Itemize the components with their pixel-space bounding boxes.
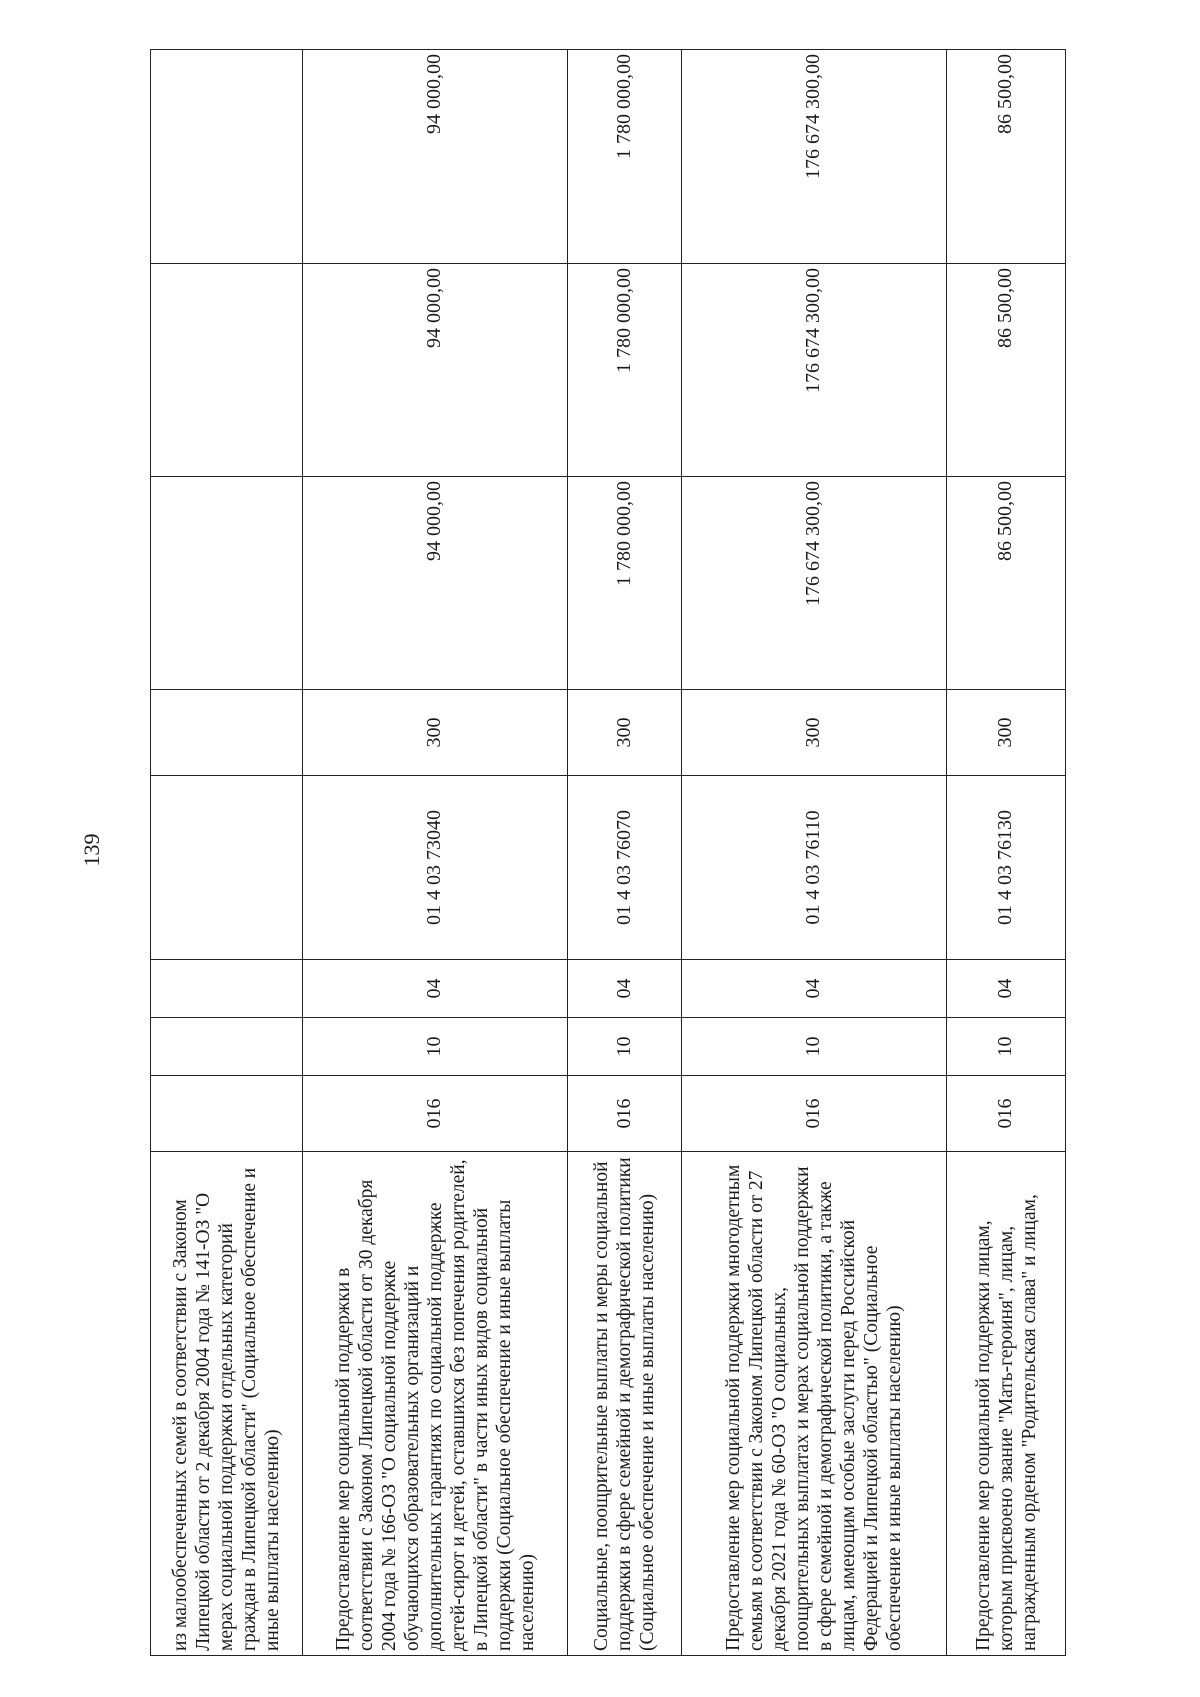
amount-year-3 — [151, 50, 303, 264]
amount-year-3: 86 500,00 — [947, 50, 1066, 264]
table-row — [151, 50, 303, 1656]
page-number: 139 — [79, 833, 104, 867]
amount-year-1: 1 780 000,00 — [568, 477, 682, 690]
expense-type: 300 — [303, 690, 568, 776]
subsection-code — [151, 960, 303, 1018]
table-row — [303, 50, 568, 1656]
amount-year-1 — [151, 477, 303, 690]
amount-year-3: 94 000,00 — [303, 50, 568, 264]
expense-type: 300 — [568, 690, 682, 776]
target-article: 01 4 03 76070 — [568, 776, 682, 960]
amount-year-2: 86 500,00 — [947, 264, 1066, 477]
subsection-code: 04 — [682, 960, 947, 1018]
ministry-code — [151, 1076, 303, 1152]
row-description: из малообеспеченных семей в соответствии с Законом Липецкой области от 2 декабря 2004 года № 141-ОЗ "О мерах социальной поддержки отдельных категорий граждан в Липецкой области" (Социальное обеспечение и иные выплаты населению) — [151, 1152, 303, 1656]
row-description: Социальные, поощрительные выплаты и меры социальной поддержки в сфере семейной и демографической политики (Социальное обеспечение и иные выплаты населению) — [568, 1152, 682, 1656]
section-code: 10 — [303, 1018, 568, 1076]
row-description: Предоставление мер социальной поддержки лицам, которым присвоено звание "Мать-героиня", лицам, награжденным орденом "Родительская слава" и лицам, — [947, 1152, 1066, 1656]
subsection-code: 04 — [568, 960, 682, 1018]
table-row — [568, 50, 682, 1656]
ministry-code: 016 — [682, 1076, 947, 1152]
subsection-code: 04 — [947, 960, 1066, 1018]
amount-year-2: 176 674 300,00 — [682, 264, 947, 477]
amount-year-1: 176 674 300,00 — [682, 477, 947, 690]
section-code — [151, 1018, 303, 1076]
target-article — [151, 776, 303, 960]
section-code: 10 — [947, 1018, 1066, 1076]
amount-year-2 — [151, 264, 303, 477]
target-article: 01 4 03 73040 — [303, 776, 568, 960]
amount-year-1: 86 500,00 — [947, 477, 1066, 690]
target-article: 01 4 03 76130 — [947, 776, 1066, 960]
amount-year-3: 1 780 000,00 — [568, 50, 682, 264]
expense-type: 300 — [947, 690, 1066, 776]
ministry-code: 016 — [947, 1076, 1066, 1152]
section-code: 10 — [682, 1018, 947, 1076]
table-row — [947, 50, 1066, 1656]
rotated-table-wrapper — [150, 50, 1065, 1656]
expense-type — [151, 690, 303, 776]
subsection-code: 04 — [303, 960, 568, 1018]
amount-year-2: 94 000,00 — [303, 264, 568, 477]
budget-table — [150, 49, 1066, 1656]
ministry-code: 016 — [568, 1076, 682, 1152]
section-code: 10 — [568, 1018, 682, 1076]
table-row — [682, 50, 947, 1656]
ministry-code: 016 — [303, 1076, 568, 1152]
amount-year-2: 1 780 000,00 — [568, 264, 682, 477]
target-article: 01 4 03 76110 — [682, 776, 947, 960]
amount-year-1: 94 000,00 — [303, 477, 568, 690]
row-description: Предоставление мер социальной поддержки многодетным семьям в соответствии с Законом Липецкой области от 27 декабря 2021 года № 60-ОЗ "О социальных, поощрительных выплатах и мерах социальной поддержки в сфере семейной и демографической политики, а также лицам, имеющим особые заслуги перед Российской Федерацией и Липецкой областью" (Социальное обеспечение и иные выплаты населению) — [682, 1152, 947, 1656]
row-description: Предоставление мер социальной поддержки в соответствии с Законом Липецкой области от 30 декабря 2004 года № 166-ОЗ "О социальной поддержке обучающихся образовательных организаций и дополнительных гарантиях по социальной поддержке детей-сирот и детей, оставшихся без попечения родителей, в Липецкой области" в части иных видов социальной поддержки (Социальное обеспечение и иные выплаты населению) — [303, 1152, 568, 1656]
expense-type: 300 — [682, 690, 947, 776]
amount-year-3: 176 674 300,00 — [682, 50, 947, 264]
